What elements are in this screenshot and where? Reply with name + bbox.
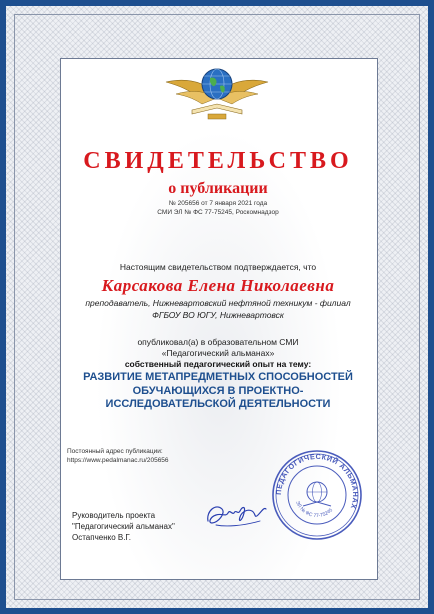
position-line-1: преподаватель, Нижневартовский нефтяной техникум - филиал [85, 298, 351, 308]
stamp-inner-text: ЭЛ № ФС 77-75245 [294, 500, 335, 520]
magazine-name: «Педагогический альманах» [161, 348, 275, 358]
certificate-subtitle: о публикации [168, 180, 268, 197]
round-stamp-icon [270, 448, 364, 542]
topic-line-2: ОБУЧАЮЩИХСЯ В ПРОЕКТНО- [132, 384, 304, 397]
stamp-outer-text: ПЕДАГОГИЧЕСКИЙ АЛЬМАНАХ [273, 451, 361, 511]
published-text: опубликовал(а) в образовательном СМИ [137, 337, 299, 347]
recipient-name: Карсакова Елена Николаевна [101, 276, 335, 295]
certificate-title: СВИДЕТЕЛЬСТВО [83, 148, 353, 174]
leader-title: Руководитель проекта [72, 511, 156, 520]
topic-line-1: РАЗВИТИЕ МЕТАПРЕДМЕТНЫХ СПОСОБНОСТЕЙ [83, 371, 353, 383]
globe-book-wings-emblem-icon [162, 60, 272, 122]
publication-url[interactable]: https://www.pedalmanac.ru/205656 [67, 457, 169, 464]
address-label: Постоянный адрес публикации: [67, 448, 163, 455]
experience-label: собственный педагогический опыт на тему: [124, 359, 312, 369]
signature-icon [202, 493, 272, 533]
position-line-2: ФГБОУ ВО ЮГУ, Нижневартовск [152, 310, 284, 320]
smi-registration: СМИ ЭЛ № ФС 77-75245, Роскомнадзор [157, 209, 279, 216]
leader-project: "Педагогический альманах" [72, 522, 175, 531]
publication-topic [60, 371, 376, 412]
leader-name: Остапченко В.Г. [72, 533, 132, 542]
certificate-number: № 205656 от 7 января 2021 года [168, 200, 268, 207]
topic-line-3: ИССЛЕДОВАТЕЛЬСКОЙ ДЕЯТЕЛЬНОСТИ [105, 398, 331, 410]
confirmation-text: Настоящим свидетельством подтверждается, что [119, 262, 317, 272]
recipient-position [60, 297, 376, 321]
